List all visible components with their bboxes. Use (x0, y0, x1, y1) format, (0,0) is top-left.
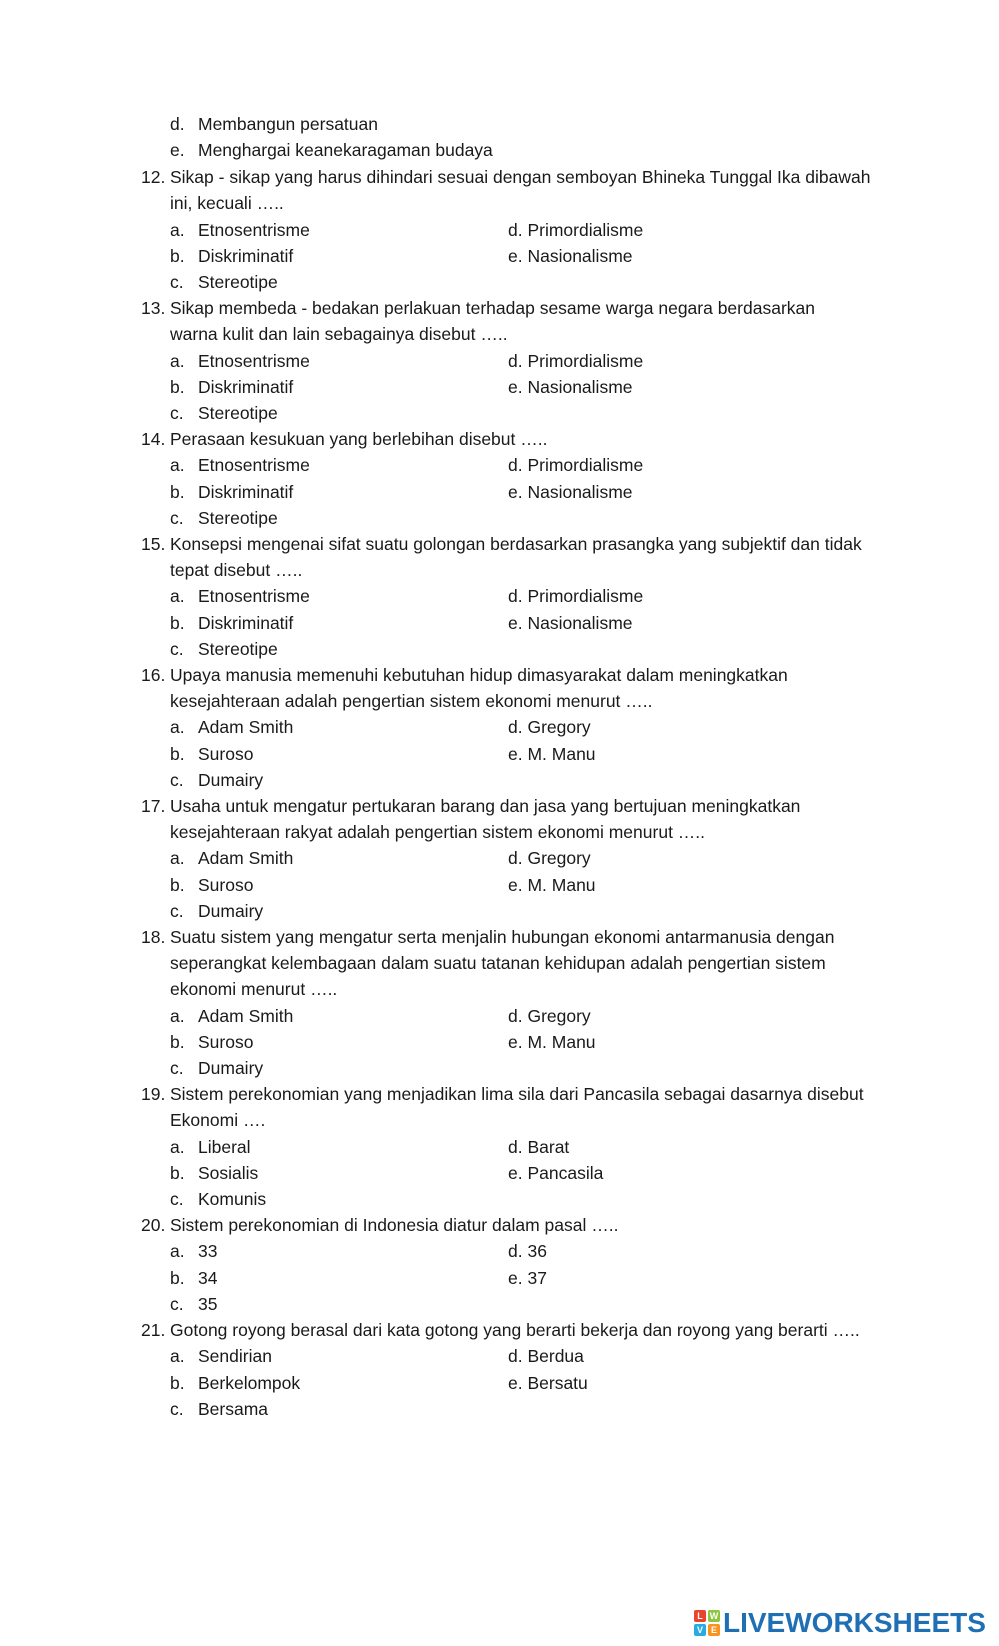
text-line: Sikap membeda - bedakan perlakuan terhadap sesame warga negara berdasarkan (170, 298, 815, 318)
text-line: d. Primordialisme (508, 351, 644, 371)
text-line: d. Gregory (508, 717, 591, 737)
text-line: c. (170, 770, 184, 790)
text-line: Adam Smith (198, 717, 294, 737)
text-line: a. (170, 1241, 185, 1261)
text-line: c. (170, 272, 184, 292)
text-line: d. Primordialisme (508, 586, 644, 606)
text-line: e. Pancasila (508, 1163, 604, 1183)
text-line: 12. (141, 167, 166, 187)
text-line: 21. (141, 1320, 166, 1340)
text-line: Stereotipe (198, 272, 278, 292)
text-line: Etnosentrisme (198, 220, 310, 240)
text-line: b. (170, 377, 185, 397)
text-line: Usaha untuk mengatur pertukaran barang dan jasa yang bertujuan meningkatkan (170, 796, 801, 816)
text-line: Suroso (198, 1032, 254, 1052)
text-line: Diskriminatif (198, 377, 294, 397)
text-line: ini, kecuali ….. (170, 193, 284, 213)
text-line: Komunis (198, 1189, 267, 1209)
text-line: d. Berdua (508, 1346, 584, 1366)
text-line: e. M. Manu (508, 744, 596, 764)
text-line: Diskriminatif (198, 246, 294, 266)
text-line: Stereotipe (198, 508, 278, 528)
text-line: Sistem perekonomian di Indonesia diatur dalam pasal ….. (170, 1215, 619, 1235)
liveworksheets-logo[interactable] (694, 1606, 986, 1640)
text-line: e. Nasionalisme (508, 613, 633, 633)
text-line: 15. (141, 534, 166, 554)
text-line: e. M. Manu (508, 875, 596, 895)
text-line: kesejahteraan rakyat adalah pengertian sistem ekonomi menurut ….. (170, 822, 706, 842)
text-line: Dumairy (198, 770, 264, 790)
text-line: seperangkat kelembagaan dalam suatu tatanan kehidupan adalah pengertian sistem (170, 953, 826, 973)
text-line: Adam Smith (198, 1006, 294, 1026)
text-line: c. (170, 508, 184, 528)
text-line: e. M. Manu (508, 1032, 596, 1052)
text-line: ekonomi menurut ….. (170, 979, 338, 999)
text-line: Perasaan kesukuan yang berlebihan disebut ….. (170, 429, 548, 449)
text-line: a. (170, 220, 185, 240)
text-line: 33 (198, 1241, 218, 1261)
text-line: a. (170, 1006, 185, 1026)
text-line: e. Nasionalisme (508, 482, 633, 502)
logo-wordmark: LIVEWORKSHEETS (723, 1607, 986, 1638)
text-line: Menghargai keanekaragaman budaya (198, 140, 493, 160)
text-line: Ekonomi …. (170, 1110, 266, 1130)
text-line: 13. (141, 298, 166, 318)
text-line: 19. (141, 1084, 166, 1104)
text-line: 17. (141, 796, 166, 816)
text-line: Liberal (198, 1137, 251, 1157)
text-line: Sendirian (198, 1346, 272, 1366)
text-line: b. (170, 1373, 185, 1393)
text-line: b. (170, 613, 185, 633)
text-line: c. (170, 1399, 184, 1419)
text-line: Suroso (198, 744, 254, 764)
text-line: Sosialis (198, 1163, 259, 1183)
text-line: Upaya manusia memenuhi kebutuhan hidup dimasyarakat dalam meningkatkan (170, 665, 788, 685)
text-line: Suroso (198, 875, 254, 895)
text-line: b. (170, 875, 185, 895)
text-line: b. (170, 744, 185, 764)
text-line: e. 37 (508, 1268, 547, 1288)
text-line: 18. (141, 927, 166, 947)
text-line: c. (170, 1294, 184, 1314)
text-line: Adam Smith (198, 848, 294, 868)
text-line: a. (170, 351, 185, 371)
text-line: a. (170, 848, 185, 868)
text-line: Sikap - sikap yang harus dihindari sesuai dengan semboyan Bhineka Tunggal Ika dibawah (170, 167, 871, 187)
text-line: Stereotipe (198, 403, 278, 423)
text-line: d. Gregory (508, 1006, 591, 1026)
logo-badge-cell: L (694, 1610, 706, 1622)
text-line: d. Primordialisme (508, 220, 644, 240)
text-line: c. (170, 639, 184, 659)
text-line: Suatu sistem yang mengatur serta menjalin hubungan ekonomi antarmanusia dengan (170, 927, 835, 947)
text-line: b. (170, 246, 185, 266)
text-line: Etnosentrisme (198, 455, 310, 475)
text-line: b. (170, 1163, 185, 1183)
text-line: e. Nasionalisme (508, 377, 633, 397)
text-line: 35 (198, 1294, 218, 1314)
text-line: Dumairy (198, 1058, 264, 1078)
text-line: d. (170, 114, 185, 134)
text-line: a. (170, 1346, 185, 1366)
text-line: d. Gregory (508, 848, 591, 868)
text-line: warna kulit dan lain sebagainya disebut ….. (170, 324, 508, 344)
text-line: a. (170, 717, 185, 737)
text-line: 20. (141, 1215, 166, 1235)
logo-badge-cell: W (709, 1611, 719, 1621)
text-line: b. (170, 482, 185, 502)
text-line: Membangun persatuan (198, 114, 378, 134)
text-line: Dumairy (198, 901, 264, 921)
text-line: d. Barat (508, 1137, 570, 1157)
text-line: e. Bersatu (508, 1373, 588, 1393)
text-line: b. (170, 1032, 185, 1052)
text-line: c. (170, 403, 184, 423)
logo-badge-cell: V (694, 1624, 706, 1636)
text-line: c. (170, 1058, 184, 1078)
text-line: 14. (141, 429, 166, 449)
text-line: Etnosentrisme (198, 351, 310, 371)
text-line: Stereotipe (198, 639, 278, 659)
text-line: d. 36 (508, 1241, 547, 1261)
text-line: Gotong royong berasal dari kata gotong yang berarti bekerja dan royong yang berarti ….. (170, 1320, 860, 1340)
text-line: Diskriminatif (198, 613, 294, 633)
text-line: a. (170, 1137, 185, 1157)
text-line: c. (170, 1189, 184, 1209)
logo-badge-cell: E (708, 1624, 720, 1636)
text-line: Sistem perekonomian yang menjadikan lima sila dari Pancasila sebagai dasarnya disebut (170, 1084, 864, 1104)
text-line: Etnosentrisme (198, 586, 310, 606)
text-line: Berkelompok (198, 1373, 301, 1393)
text-line: e. Nasionalisme (508, 246, 633, 266)
text-line: Diskriminatif (198, 482, 294, 502)
text-line: kesejahteraan adalah pengertian sistem ekonomi menurut ….. (170, 691, 653, 711)
text-line: Konsepsi mengenai sifat suatu golongan berdasarkan prasangka yang subjektif dan tidak (170, 534, 862, 554)
text-line: a. (170, 586, 185, 606)
text-line: b. (170, 1268, 185, 1288)
text-line: c. (170, 901, 184, 921)
logo-badge-icon (694, 1610, 720, 1636)
text-line: tepat disebut ….. (170, 560, 303, 580)
text-line: e. (170, 140, 185, 160)
text-line: 16. (141, 665, 166, 685)
text-line: d. Primordialisme (508, 455, 644, 475)
text-line: a. (170, 455, 185, 475)
text-line: 34 (198, 1268, 218, 1288)
text-line: Bersama (198, 1399, 269, 1419)
